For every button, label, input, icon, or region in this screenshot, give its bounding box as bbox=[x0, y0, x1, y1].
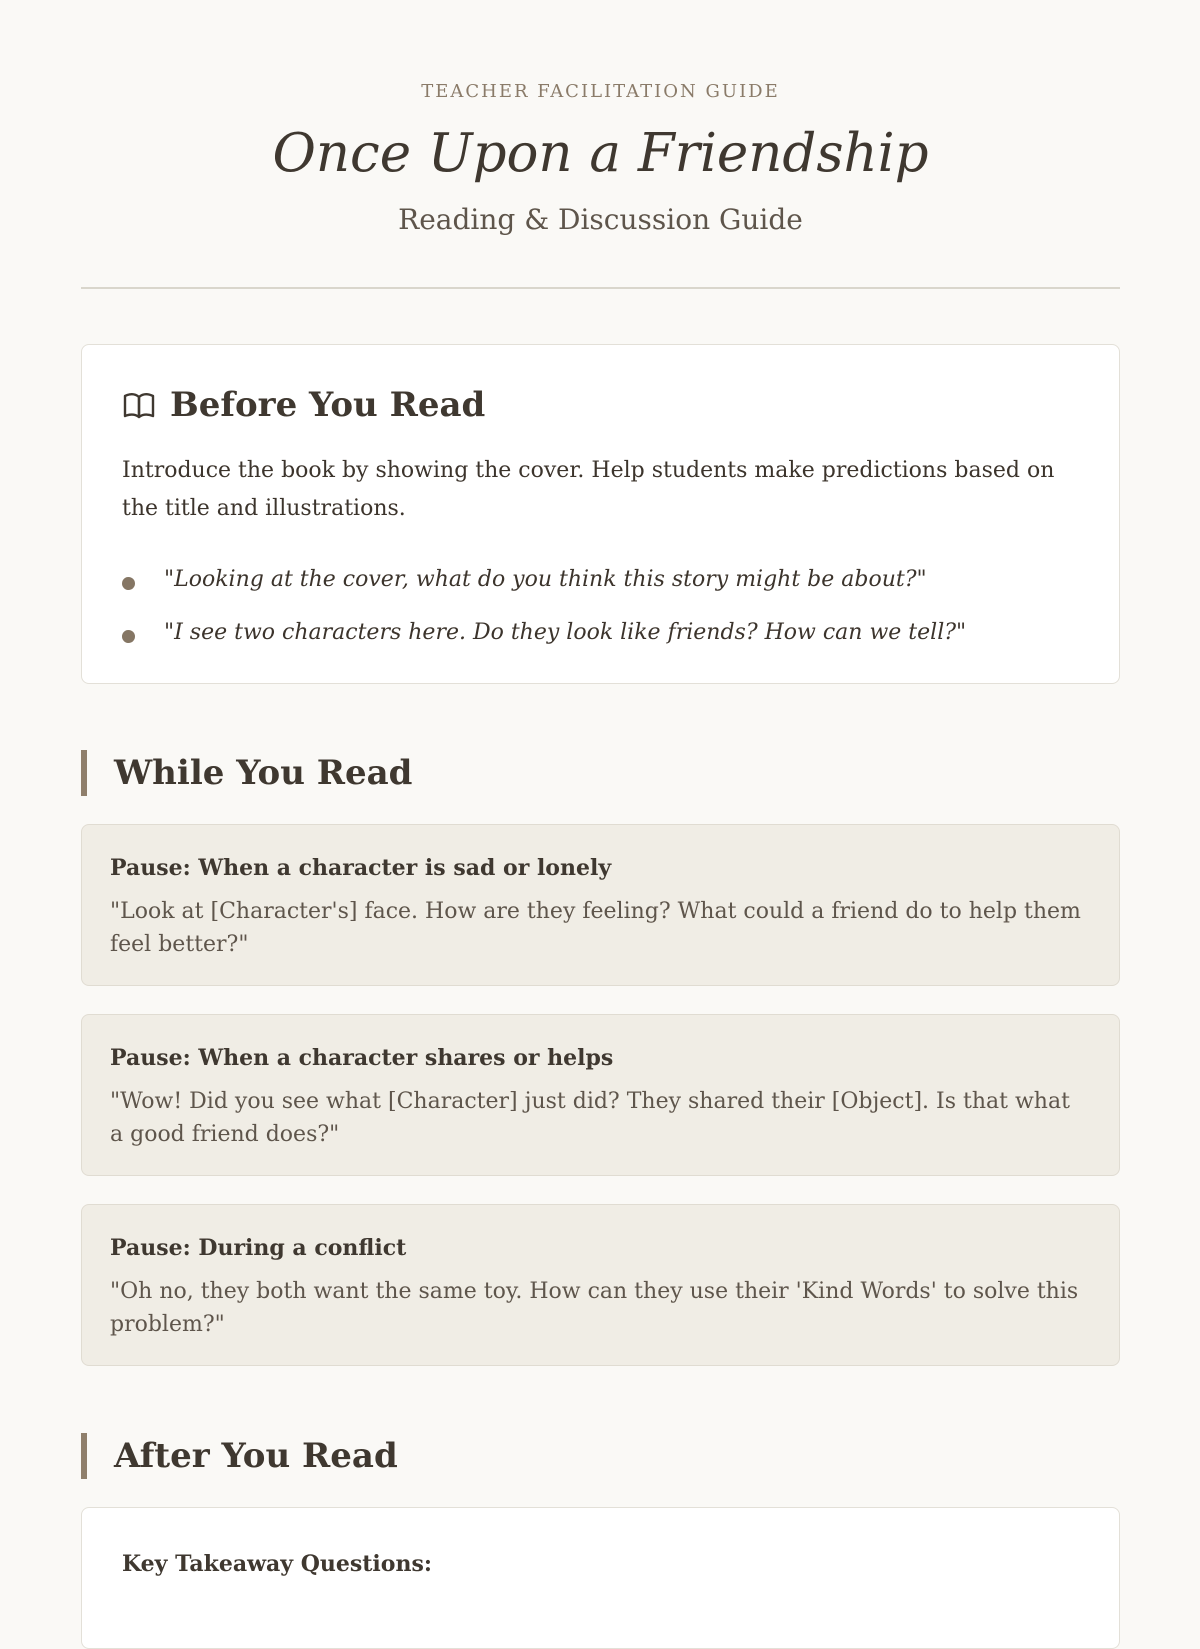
question-text: "I see two characters here. Do they look like friends? How can we tell?" bbox=[164, 620, 967, 645]
section-accent-bar bbox=[81, 750, 87, 796]
before-you-read-intro: Introduce the book by showing the cover. Help students make predictions based on the title and illustrations. bbox=[122, 458, 1055, 521]
after-you-read-title: After You Read bbox=[114, 1436, 398, 1476]
question-text: "Looking at the cover, what do you think this story might be about?" bbox=[164, 567, 927, 592]
pause-title: Pause: When a character is sad or lonely bbox=[110, 855, 612, 881]
while-you-read-header bbox=[81, 750, 412, 796]
after-you-read-header bbox=[81, 1433, 398, 1479]
pause-prompt: "Look at [Character's] face. How are they feeling? What could a friend do to help them feel better?" bbox=[110, 899, 1081, 957]
page-subtitle: Reading & Discussion Guide bbox=[398, 203, 803, 236]
prediction-questions-list bbox=[122, 553, 1082, 659]
list-item bbox=[122, 553, 1082, 606]
page-title: Once Upon a Friendship bbox=[272, 123, 929, 184]
guide-eyebrow: TEACHER FACILITATION GUIDE bbox=[421, 81, 780, 102]
key-takeaway-label: Key Takeaway Questions: bbox=[122, 1551, 432, 1577]
header-divider bbox=[81, 287, 1120, 289]
after-you-read-card bbox=[81, 1507, 1120, 1649]
before-you-read-title: Before You Read bbox=[170, 385, 486, 425]
while-you-read-title: While You Read bbox=[114, 753, 413, 793]
before-you-read-header bbox=[122, 385, 485, 425]
pause-prompt: "Wow! Did you see what [Character] just did? They shared their [Object]. Is that what a good friend does?" bbox=[110, 1089, 1070, 1147]
pause-card-sad-lonely bbox=[81, 824, 1120, 986]
pause-title: Pause: During a conflict bbox=[110, 1235, 407, 1261]
pause-prompt: "Oh no, they both want the same toy. How can they use their 'Kind Words' to solve this problem?" bbox=[110, 1279, 1079, 1337]
bullet-icon bbox=[122, 630, 135, 643]
pause-card-conflict bbox=[81, 1204, 1120, 1366]
bullet-icon bbox=[122, 577, 135, 590]
open-book-icon bbox=[122, 390, 156, 420]
pause-title: Pause: When a character shares or helps bbox=[110, 1045, 614, 1071]
list-item bbox=[122, 606, 1082, 659]
section-accent-bar bbox=[81, 1433, 87, 1479]
pause-card-shares-helps bbox=[81, 1014, 1120, 1176]
before-you-read-card bbox=[81, 344, 1120, 684]
